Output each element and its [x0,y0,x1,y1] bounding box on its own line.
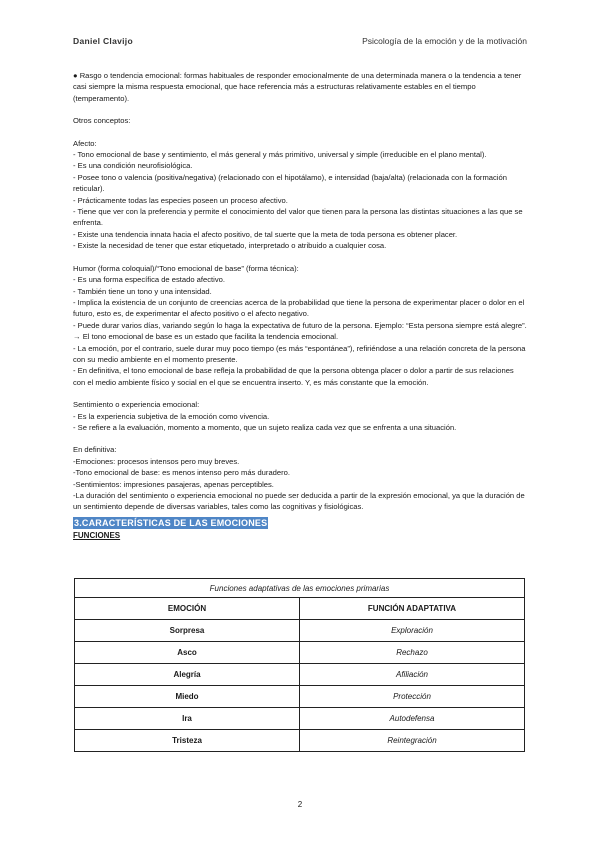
column-header-emocion: EMOCIÓN [75,598,300,620]
table-row [75,664,525,686]
function-cell: Exploración [300,620,525,642]
humor-item: - Es una forma específica de estado afectivo. [73,275,225,285]
humor-item: - La emoción, por el contrario, suele durar muy poco tiempo (es más “espontánea”), refiriéndose a una relación concreta de la persona con su medio ambiente en el momento presente. [73,343,526,364]
function-cell: Protección [300,686,525,708]
paragraph-otros: Otros conceptos: [73,116,131,126]
function-cell: Rechazo [300,642,525,664]
definitiva-title: En definitiva: [73,445,117,455]
table-row [75,708,525,730]
emotion-cell: Tristeza [75,730,300,752]
definitiva-item: -Emociones: procesos intensos pero muy breves. [73,456,240,466]
column-header-funcion: FUNCIÓN ADAPTATIVA [300,598,525,620]
afecto-item: - Tono emocional de base y sentimiento, el más general y más primitivo, universal y simple (irreducible en el plano mental). [73,150,487,160]
page-number: 2 [297,800,303,809]
humor-item: - También tiene un tono y una intensidad. [73,286,212,296]
afecto-title: Afecto: [73,138,97,148]
subsection-heading: FUNCIONES [73,531,121,541]
functions-table [74,578,525,752]
afecto-item: - Es una condición neurofisiológica. [73,161,193,171]
table-row [75,686,525,708]
emotion-cell: Miedo [75,686,300,708]
page-header [73,36,527,50]
document-body [73,70,528,542]
afecto-item: - Tiene que ver con la preferencia y permite el conocimiento del valor que tienen para la persona las distintas situaciones a las que se enfrenta. [73,207,523,228]
afecto-item: - Posee tono o valencia (positiva/negativa) (relacionado con el hipotálamo), e intensidad (baja/alta) (relacionada con la formación reticular). [73,172,507,194]
humor-item: - En definitiva, el tono emocional de base refleja la probabilidad de que la persona obtenga placer o dolor a partir de sus relaciones con el medio ambiente físico y social en el que se encuentra inserto. Y, es más constante que la emoción. [73,366,514,387]
sentimiento-item: - Se refiere a la evaluación, momento a momento, que un sujeto realiza cada vez que se enfrenta a una situación. [73,422,457,432]
table-row [75,730,525,752]
emotion-cell: Alegría [75,664,300,686]
humor-item: - Implica la existencia de un conjunto de creencias acerca de la probabilidad que tiene la persona de experimentar placer o dolor en el futuro, esto es, de experimentar el afecto positivo o el afecto negativo. [73,297,525,319]
table-header-row [75,598,525,620]
table-caption: Funciones adaptativas de las emociones primarias [75,579,525,598]
header-subject: Psicología de la emoción y de la motivación [362,36,527,46]
table-row [75,642,525,664]
sentimiento-title: Sentimiento o experiencia emocional: [73,400,200,410]
afecto-item: - Prácticamente todas las especies poseen un proceso afectivo. [73,195,288,205]
emotion-cell: Ira [75,708,300,730]
afecto-item: - Existe la necesidad de tener que estar etiquetado, interpretado o atribuido a cualquier cosa. [73,241,387,251]
function-cell: Afiliación [300,664,525,686]
table-row [75,620,525,642]
afecto-item: - Existe una tendencia innata hacia el afecto positivo, de tal suerte que la meta de toda persona es obtener placer. [73,229,458,239]
definitiva-item: -Sentimientos: impresiones pasajeras, apenas perceptibles. [73,479,274,489]
definitiva-item: -La duración del sentimiento o experiencia emocional no puede ser deducida a partir de la expresión emocional, ya que la duración de un sentimiento depende de diversas variables, tales como las cognitivas y fisiológicas. [73,491,525,512]
emotion-cell: Sorpresa [75,620,300,642]
paragraph-rasgo: ● Rasgo o tendencia emocional: formas habituales de responder emocionalmente de una determinada manera o la tendencia a tener casi siempre la misma respuesta emocional, que hace referencia más a estructuras relativamente estables en el tiempo (temperamento). [73,71,522,103]
emotion-cell: Asco [75,642,300,664]
humor-title: Humor (forma coloquial)/“Tono emocional de base” (forma técnica): [73,263,299,273]
header-author: Daniel Clavijo [73,36,133,46]
humor-item: - Puede durar varios días, variando según lo haga la expectativa de futuro de la persona. Ejemplo: “Esta persona siempre está alegre”. → El tono emocional de base es un estado que facilita la tendencia emocional. [73,320,527,342]
table-caption-row [75,579,525,598]
sentimiento-item: - Es la experiencia subjetiva de la emoción como vivencia. [73,411,270,421]
section-heading: 3.CARACTERÍSTICAS DE LAS EMOCIONES [74,517,268,528]
function-cell: Autodefensa [300,708,525,730]
function-cell: Reintegración [300,730,525,752]
definitiva-item: -Tono emocional de base: es menos intenso pero más duradero. [73,468,290,478]
